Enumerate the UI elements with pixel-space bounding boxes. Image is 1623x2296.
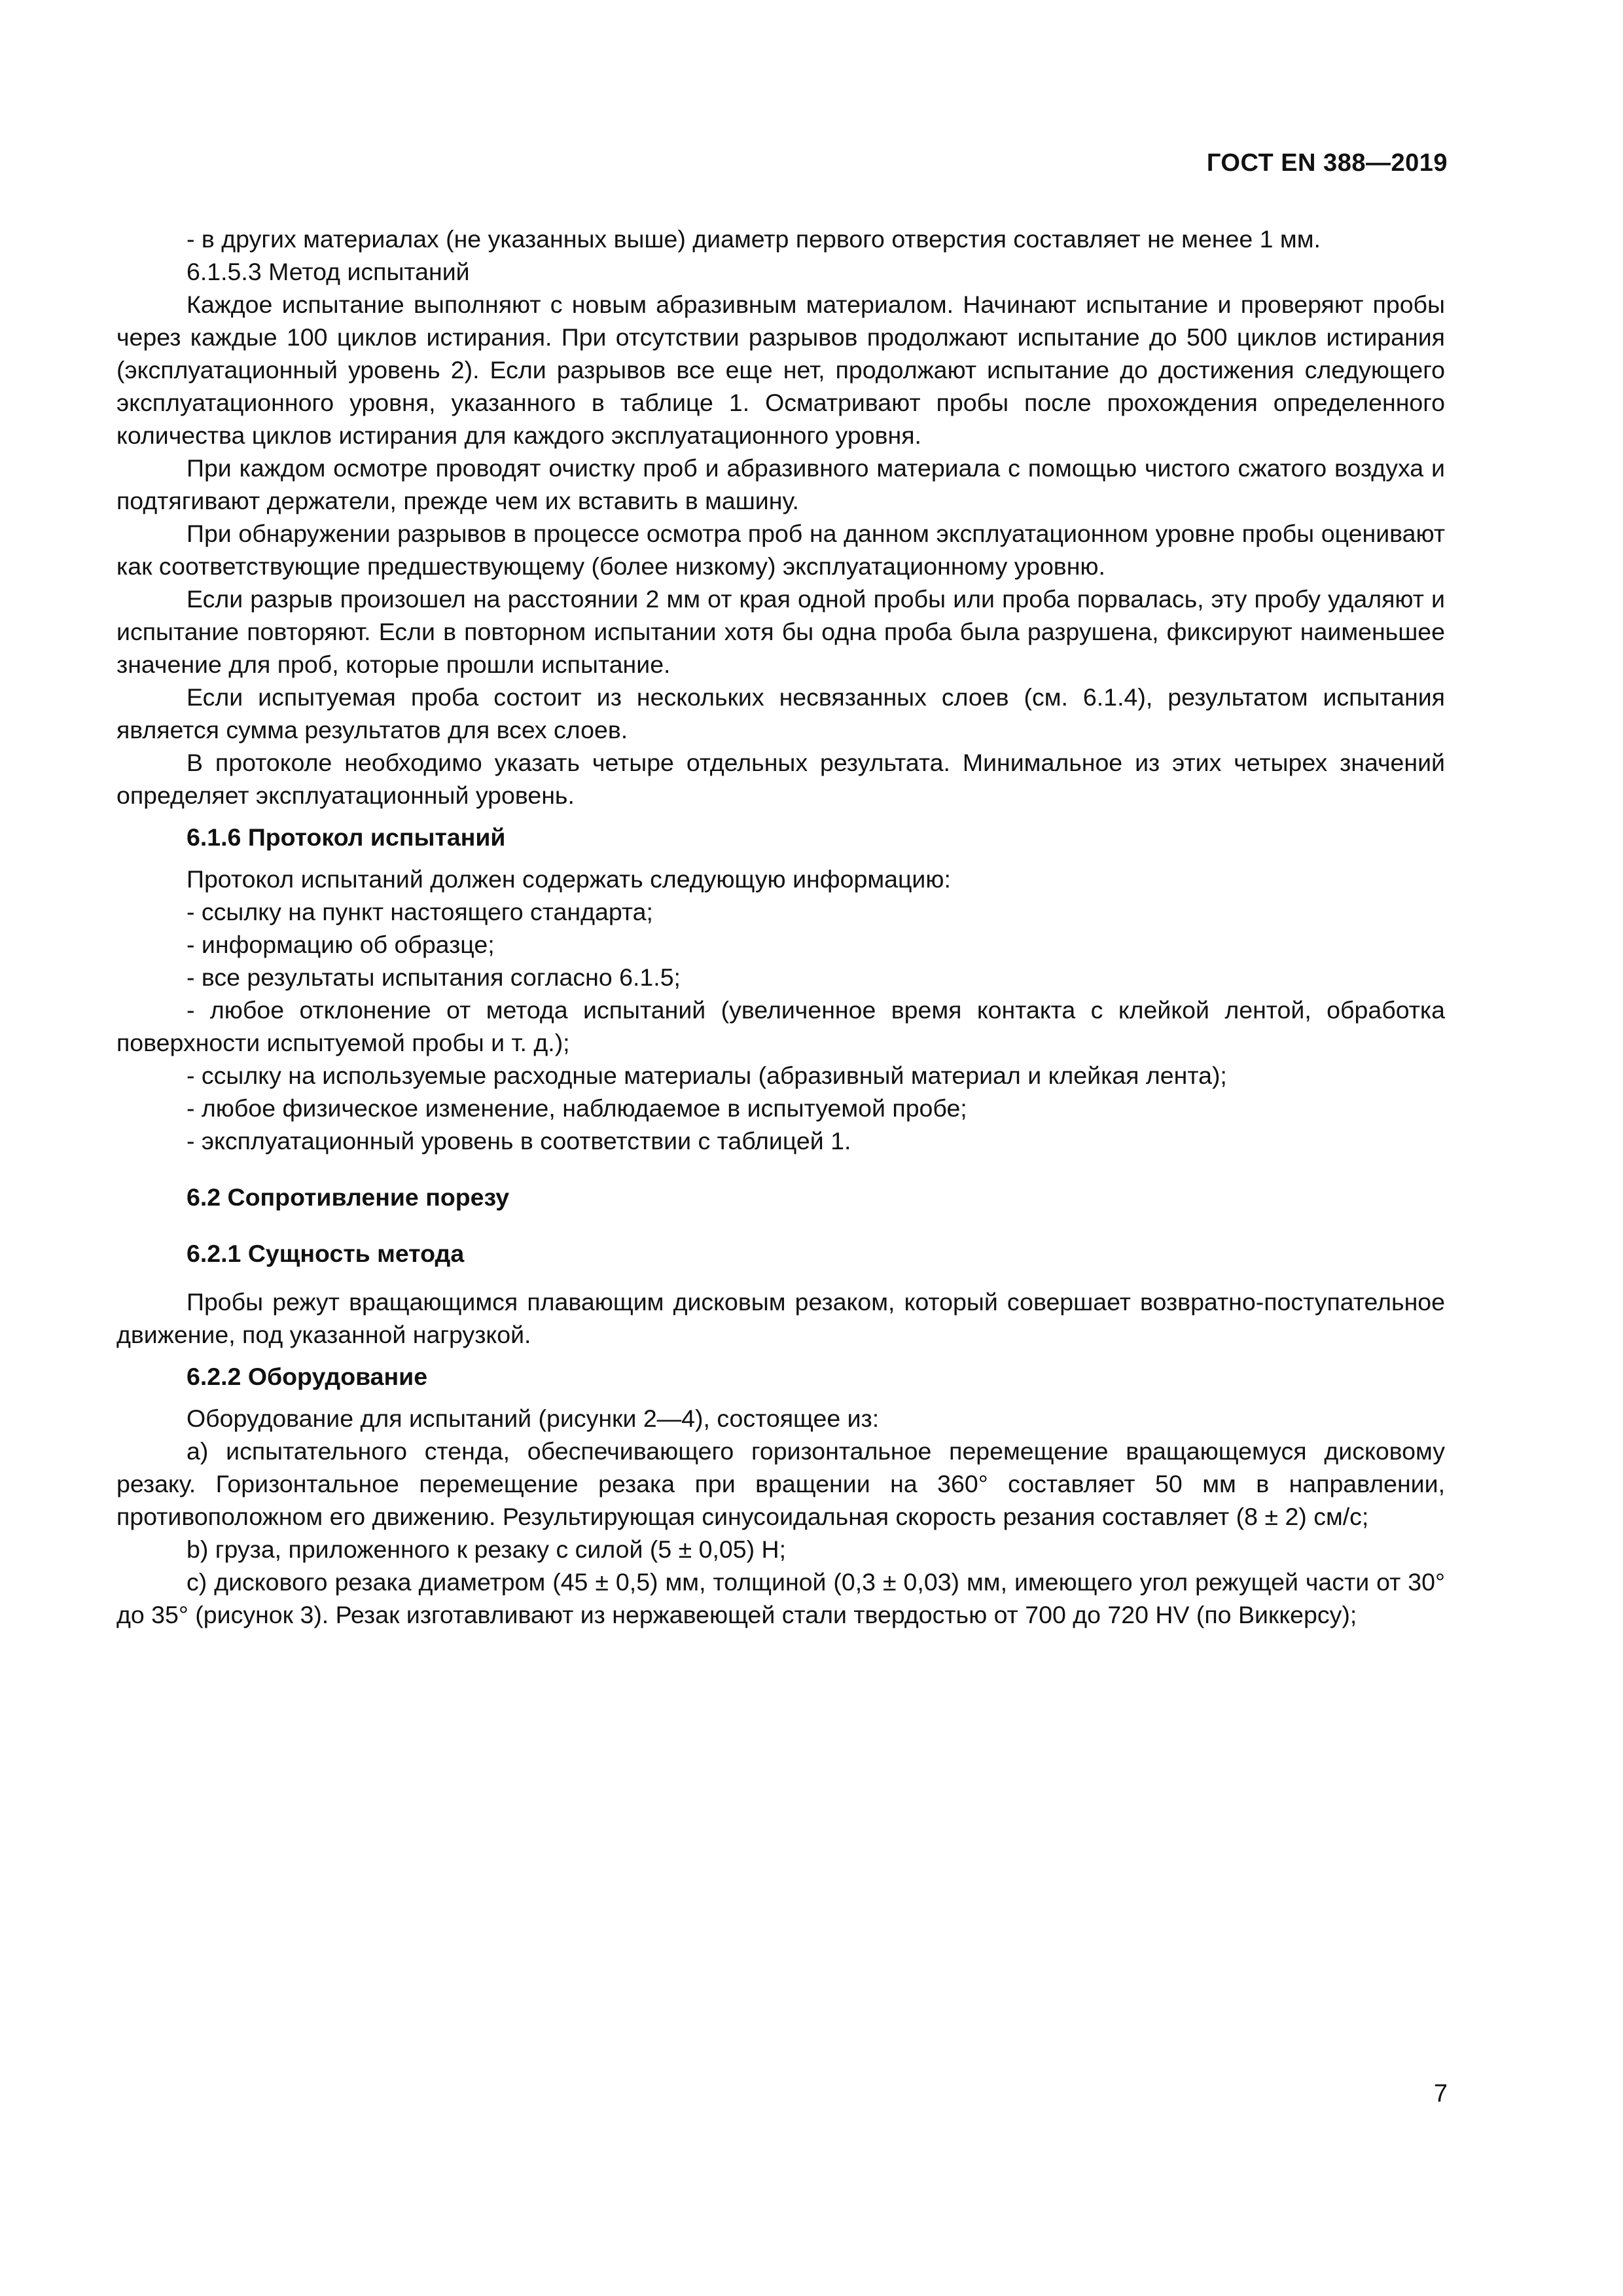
paragraph-multilayer: Если испытуемая проба состоит из нескольких несвязанных слоев (см. 6.1.4), результатом испытания является сумма результатов для всех слоев. [116,683,1445,744]
list-item: b) груза, приложенного к резаку с силой (5 ± 0,05) Н; [187,1535,787,1563]
list-item: - ссылку на используемые расходные материалы (абразивный материал и клейкая лента); [187,1062,1227,1089]
list-item: - информацию об образце; [187,931,495,958]
document-code-header: ГОСТ EN 388—2019 [1206,149,1448,177]
list-item: - эксплуатационный уровень в соответствии с таблицей 1. [187,1127,851,1155]
section-6-2-heading: 6.2 Сопротивление порезу [187,1183,510,1211]
paragraph-inspection-cleaning: При каждом осмотре проводят очистку проб и абразивного материала с помощью чистого сжатого воздуха и подтягивают держатели, прежде чем их вставить в машину. [116,454,1445,514]
list-item: c) дискового резака диаметром (45 ± 0,5) мм, толщиной (0,3 ± 0,03) мм, имеющего угол режущей части от 30° до 35° (рисунок 3). Резак изготавливают из нержавеющей стали твердостью от 700 до 720 HV (по Виккерсу); [116,1568,1445,1628]
paragraph-other-materials: - в других материалах (не указанных выше) диаметр первого отверстия составляет не менее 1 мм. [187,225,1321,253]
document-body [116,223,1445,1631]
paragraph-test-procedure: Каждое испытание выполняют с новым абразивным материалом. Начинают испытание и проверяют пробы через каждые 100 циклов истирания. При отсутствии разрывов продолжают испытание до 500 циклов истирания (эксплуатационный уровень 2). Если разрывов все еще нет, продолжают испытание до достижения следующего эксплуатационного уровня, указанного в таблице 1. Осматривают пробы после прохождения определенного количества циклов истирания для каждого эксплуатационного уровня. [116,291,1445,449]
paragraph-method-essence: Пробы режут вращающимся плавающим дисковым резаком, который совершает возвратно-поступательное движение, под указанной нагрузкой. [116,1288,1445,1348]
paragraph-equipment-intro: Оборудование для испытаний (рисунки 2—4), состоящее из: [187,1405,880,1432]
list-item: - любое физическое изменение, наблюдаемое в испытуемой пробе; [187,1094,967,1122]
list-item: - ссылку на пункт настоящего стандарта; [187,898,653,925]
paragraph-rupture-detection: При обнаружении разрывов в процессе осмотра проб на данном эксплуатационном уровне пробы оценивают как соответствующие предшествующему (более низкому) эксплуатационному уровню. [116,520,1445,580]
list-item: - любое отклонение от метода испытаний (увеличенное время контакта с клейкой лентой, обработка поверхности испытуемой пробы и т. д.); [116,996,1445,1056]
paragraph-report-contents: Протокол испытаний должен содержать следующую информацию: [187,865,951,893]
section-6-2-1-heading: 6.2.1 Сущность метода [187,1240,465,1267]
section-6-2-2-heading: 6.2.2 Оборудование [187,1363,428,1390]
paragraph-report-results: В протоколе необходимо указать четыре отдельных результата. Минимальное из этих четырех значений определяет эксплуатационный уровень. [116,749,1445,809]
list-item: a) испытательного стенда, обеспечивающего горизонтальное перемещение вращающемуся дисковому резаку. Горизонтальное перемещение резака при вращении на 360° составляет 50 мм в направлении, противоположном его движению. Результирующая синусоидальная скорость резания составляет (8 ± 2) см/с; [116,1437,1445,1530]
list-item: - все результаты испытания согласно 6.1.5; [187,963,681,991]
page-number: 7 [1433,2080,1448,2108]
subsection-6-1-5-3-title: 6.1.5.3 Метод испытаний [187,258,470,285]
section-6-1-6-heading: 6.1.6 Протокол испытаний [187,823,506,851]
paragraph-edge-rupture: Если разрыв произошел на расстоянии 2 мм от края одной пробы или проба порвалась, эту пробу удаляют и испытание повторяют. Если в повторном испытании хотя бы одна проба была разрушена, фиксируют наименьшее значение для проб, которые прошли испытание. [116,585,1445,678]
